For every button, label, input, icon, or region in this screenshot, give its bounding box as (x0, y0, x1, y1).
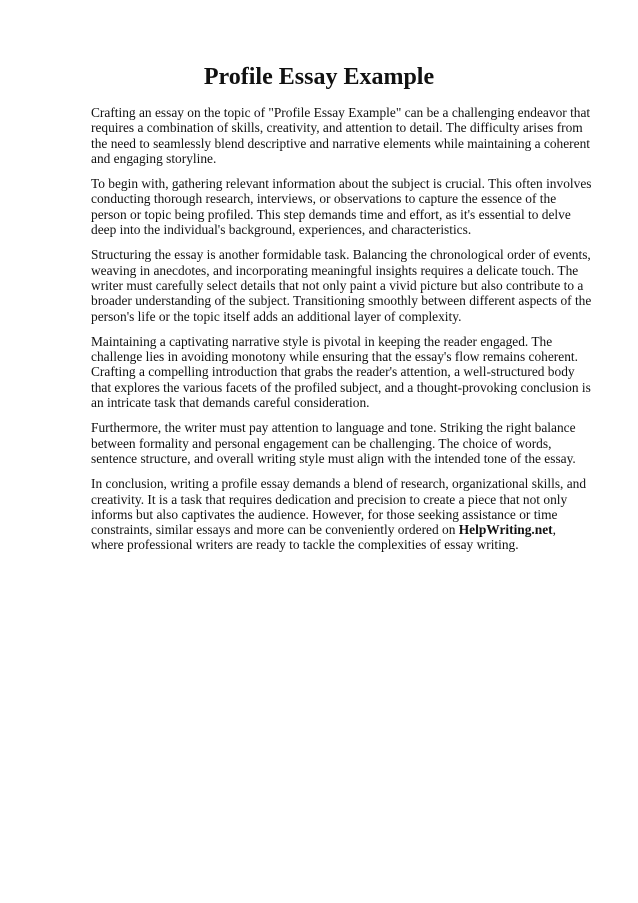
paragraph-3: Structuring the essay is another formidable task. Balancing the chronological order of events, weaving in anecdotes, and incorporating meaningful insights requires a delicate touch. The writer must carefully select details that not only paint a vivid picture but also contribute to a broader understanding of the subject. Transitioning smoothly between different aspects of the person's life or the topic itself adds an additional layer of complexity. (91, 247, 592, 324)
page-title: Profile Essay Example (203, 64, 435, 90)
paragraph-conclusion (91, 476, 592, 552)
paragraph-2: To begin with, gathering relevant information about the subject is crucial. This often involves conducting thorough research, interviews, or observations to capture the essence of the person or topic being profiled. This step demands time and effort, as it's essential to delve deep into the individual's background, experiences, and characteristics. (91, 176, 592, 238)
paragraph-5: Furthermore, the writer must pay attention to language and tone. Striking the right balance between formality and personal engagement can be challenging. The choice of words, sentence structure, and overall writing style must align with the intended tone of the essay. (91, 420, 576, 466)
helpwriting-link[interactable]: HelpWriting.net (458, 522, 553, 538)
conclusion-text-after: , where professional writers are ready to tackle the complexities of essay writing. (91, 522, 556, 553)
paragraph-4: Maintaining a captivating narrative style is pivotal in keeping the reader engaged. The challenge lies in avoiding monotony while ensuring that the essay's flow remains coherent. Crafting a compelling introduction that grabs the reader's attention, a well-structured body that explores the various facets of the profiled subject, and a thought-provoking conclusion is an intricate task that demands careful consideration. (91, 333, 591, 411)
conclusion-text-before: In conclusion, writing a profile essay demands a blend of research, organizational skills, and creativity. It is a task that requires dedication and precision to create a piece that not only informs but also captivates the audience. However, for those seeking assistance or time constraints, similar essays and more can be conveniently ordered on (91, 476, 587, 538)
paragraph-1: Crafting an essay on the topic of "Profile Essay Example" can be a challenging endeavor that requires a combination of skills, creativity, and attention to detail. The difficulty arises from the need to seamlessly blend descriptive and narrative elements while maintaining a coherent and engaging storyline. (91, 105, 591, 166)
